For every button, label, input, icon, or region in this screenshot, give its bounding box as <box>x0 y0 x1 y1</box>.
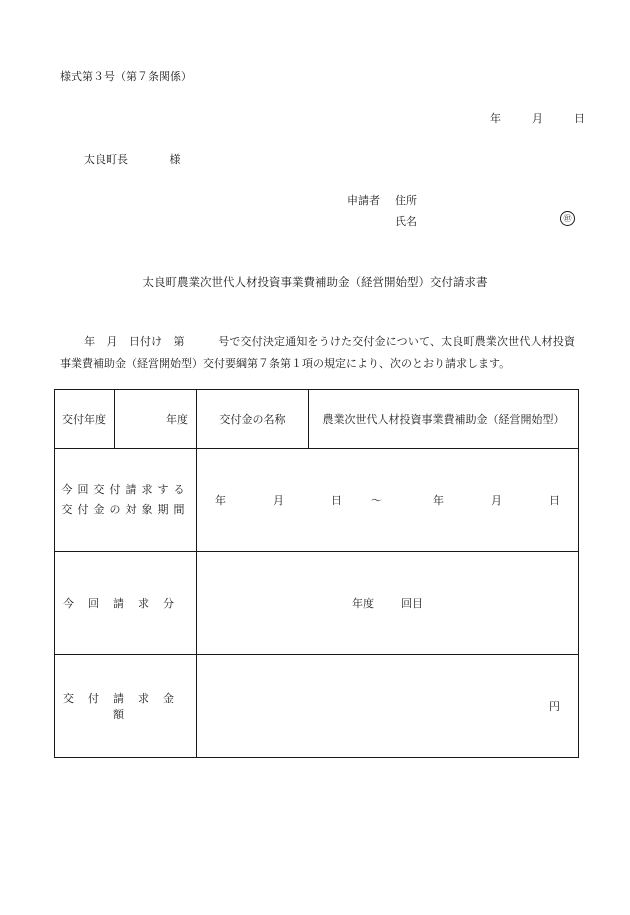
table-row <box>55 552 579 655</box>
period-label <box>55 449 197 552</box>
date-line <box>490 110 585 126</box>
claim-amount-label: 交付請求金額 <box>55 655 197 758</box>
period-from-month: 月 <box>273 494 284 507</box>
document-title: 太良町農業次世代人材投資事業費補助金（経営開始型）交付請求書 <box>142 275 488 289</box>
period-label-line1: 今回交付請求する <box>61 483 190 496</box>
period-from-day: 日 <box>331 494 342 507</box>
date-month: 月 <box>532 112 543 125</box>
fiscal-year-label: 交付年度 <box>55 390 115 449</box>
current-claim-count-unit: 回目 <box>401 597 423 610</box>
addressee-honorific: 様 <box>169 153 181 166</box>
period-to-year: 年 <box>433 494 444 507</box>
table-row <box>55 390 579 449</box>
date-day: 日 <box>574 112 585 125</box>
addressee <box>84 151 181 167</box>
addressee-name: 太良町長 <box>84 153 128 166</box>
grant-name-label: 交付金の名称 <box>197 390 309 449</box>
claim-amount-field: 円 <box>197 655 579 758</box>
table-row <box>55 449 579 552</box>
period-label-line2: 交付金の対象期間 <box>61 503 190 516</box>
form-number: 様式第３号（第７条関係） <box>60 70 192 83</box>
applicant-role: 申請者 <box>347 194 380 207</box>
table-row <box>55 655 579 758</box>
applicant-name-label: 氏名 <box>395 215 417 228</box>
seal-mark: ㊞ <box>560 211 575 226</box>
body-paragraph: 年 月 日付け 第 号で交付決定通知をうけた交付金について、太良町農業次世代人材投資事業費補助金（経営開始型）交付要綱第７条第１項の規定により、次のとおり請求します。 <box>60 335 575 370</box>
grant-name-value: 農業次世代人材投資事業費補助金（経営開始型） <box>309 390 579 449</box>
period-field <box>197 449 579 552</box>
claim-table <box>54 389 579 758</box>
period-from-year: 年 <box>215 494 226 507</box>
period-to-month: 月 <box>491 494 502 507</box>
applicant-address-label: 住所 <box>395 194 417 207</box>
body-text <box>60 331 575 375</box>
date-year: 年 <box>490 112 501 125</box>
current-claim-year-unit: 年度 <box>352 597 374 610</box>
period-separator: ～ <box>371 494 382 507</box>
current-claim-label: 今回請求分 <box>55 552 197 655</box>
fiscal-year-field: 年度 <box>115 390 197 449</box>
period-to-day: 日 <box>549 494 560 507</box>
current-claim-field <box>197 552 579 655</box>
